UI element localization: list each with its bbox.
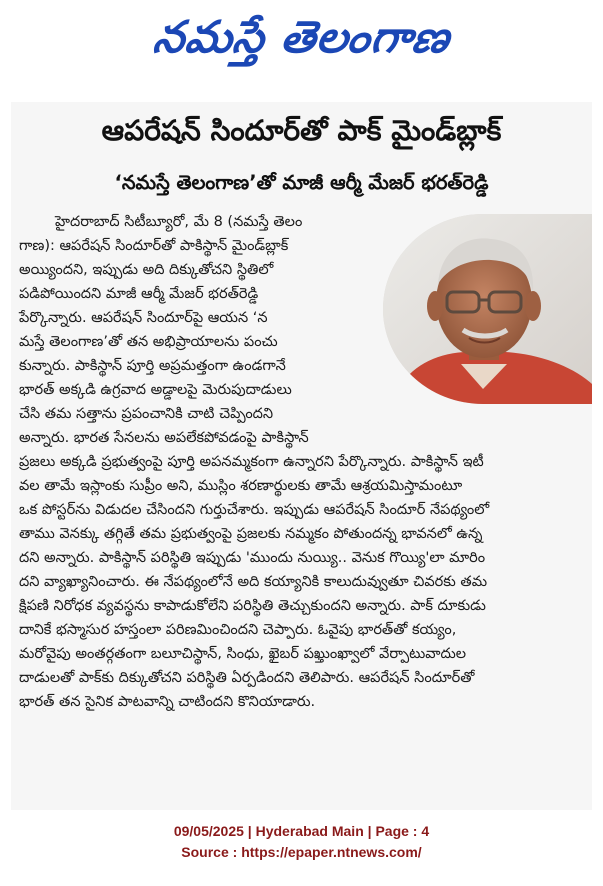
body-line: వల తామే ఇస్లాంకు సుప్రీం అని, ముస్లిం శరణార్థులకు తామే ఆశ్రయమిస్తామంటూ — [19, 478, 463, 494]
body-line: కున్నారు. పాకిస్థాన్ పూర్తి అప్రమత్తంగా ఉండగానే — [19, 358, 286, 374]
body-line: చేసి తమ సత్తాను ప్రపంచానికి చాటి చెప్పిందని — [19, 406, 274, 422]
article-clipping — [11, 102, 592, 810]
body-line: మస్తే తెలంగాణ’తో తన అభిప్రాయాలను పంచు — [19, 334, 278, 350]
masthead — [0, 0, 603, 86]
page-footer — [0, 821, 603, 863]
body-line: పడిపోయిందని మాజీ ఆర్మీ మేజర్ భరత్‌రెడ్డి — [19, 286, 259, 302]
body-line: దాడులతో పాక్‌కు దిక్కుతోచని పరిస్థితి ఏర్పడిందని తెలిపారు. ఆపరేషన్ సిందూర్‌తో — [19, 670, 475, 686]
body-line: అన్నారు. భారత సేనలను అపలేకపోవడంపై పాకిస్థాన్ — [19, 430, 309, 446]
body-line: తాము వెనక్కు తగ్గితే తమ ప్రభుత్వంపై ప్రజలకు నమ్మకం పోతుందన్న భావనలో ఉన్న — [19, 526, 483, 542]
body-line: దని వ్యాఖ్యానించారు. ఈ నేపథ్యంలోనే అది కయ్యానికి కాలుదువ్వుతూ చివరకు తమ — [19, 574, 488, 590]
source-line: Source : https://epaper.ntnews.com/ — [181, 844, 422, 860]
edition-line: 09/05/2025 | Hyderabad Main | Page : 4 — [173, 823, 430, 839]
masthead-title: నమస్తే తెలంగాణ — [150, 12, 454, 63]
body-line: హైదరాబాద్ సిటీబ్యూరో, మే 8 (నమస్తే తెలం — [55, 214, 303, 230]
body-line: పేర్కొన్నారు. ఆపరేషన్ సిందూర్‌పై ఆయన ‘న — [19, 310, 268, 326]
body-line: ఒక పోస్టర్‌ను విడుదల చేసిందని గుర్తుచేశారు. ఇప్పుడు ఆపరేషన్ సిందూర్ నేపథ్యంలో — [19, 502, 490, 518]
article-subheadline: ‘నమస్తే తెలంగాణ’తో మాజీ ఆర్మీ మేజర్ భరత్‌రెడ్డి — [114, 171, 489, 194]
body-line: అయ్యిందని, ఇప్పుడు అది దిక్కుతోచని స్థితిలో — [19, 262, 274, 278]
body-line: భారత్ తన సైనిక పాటవాన్ని చాటిందని కొనియాడారు. — [19, 694, 316, 710]
body-line: దని అన్నారు. పాకిస్థాన్ పరిస్థితి ఇప్పుడు 'ముందు నుయ్యి.. వెనుక గొయ్యి'లా మారిం — [19, 550, 486, 566]
article-headline: ఆపరేషన్ సిందూర్‌తో పాక్ మైండ్‌బ్లాక్ — [101, 114, 502, 147]
body-line: క్షిపణి నిరోధక వ్యవస్థను కాపాడుకోలేని పరిస్థితి తెచ్చుకుందని అన్నారు. పాక్ దూకుడు — [19, 598, 486, 614]
body-line: మరోవైపు అంతర్గతంగా బలూచిస్థాన్, సింధు, ఖైబర్ పఖ్తుంఖ్వాలో వేర్పాటువాదుల — [19, 646, 467, 662]
portrait-photo — [383, 214, 592, 404]
body-line: ప్రజలు అక్కడి ప్రభుత్వంపై పూర్తి అపనమ్మకంగా ఉన్నారని పేర్కొన్నారు. పాకిస్థాన్ ఇటీ — [19, 454, 484, 470]
body-line: భారత్ అక్కడి ఉగ్రవాద అడ్డాలపై మెరుపుదాడులు — [19, 382, 292, 398]
body-line: గాణ): ఆపరేషన్ సిందూర్‌తో పాకిస్థాన్ మైండ్‌బ్లాక్ — [19, 238, 289, 254]
body-line: దానికే భస్మాసుర హస్తంలా పరిణమించిందని చెప్పారు. ఓవైపు భారత్‌తో కయ్యం, — [19, 622, 457, 638]
